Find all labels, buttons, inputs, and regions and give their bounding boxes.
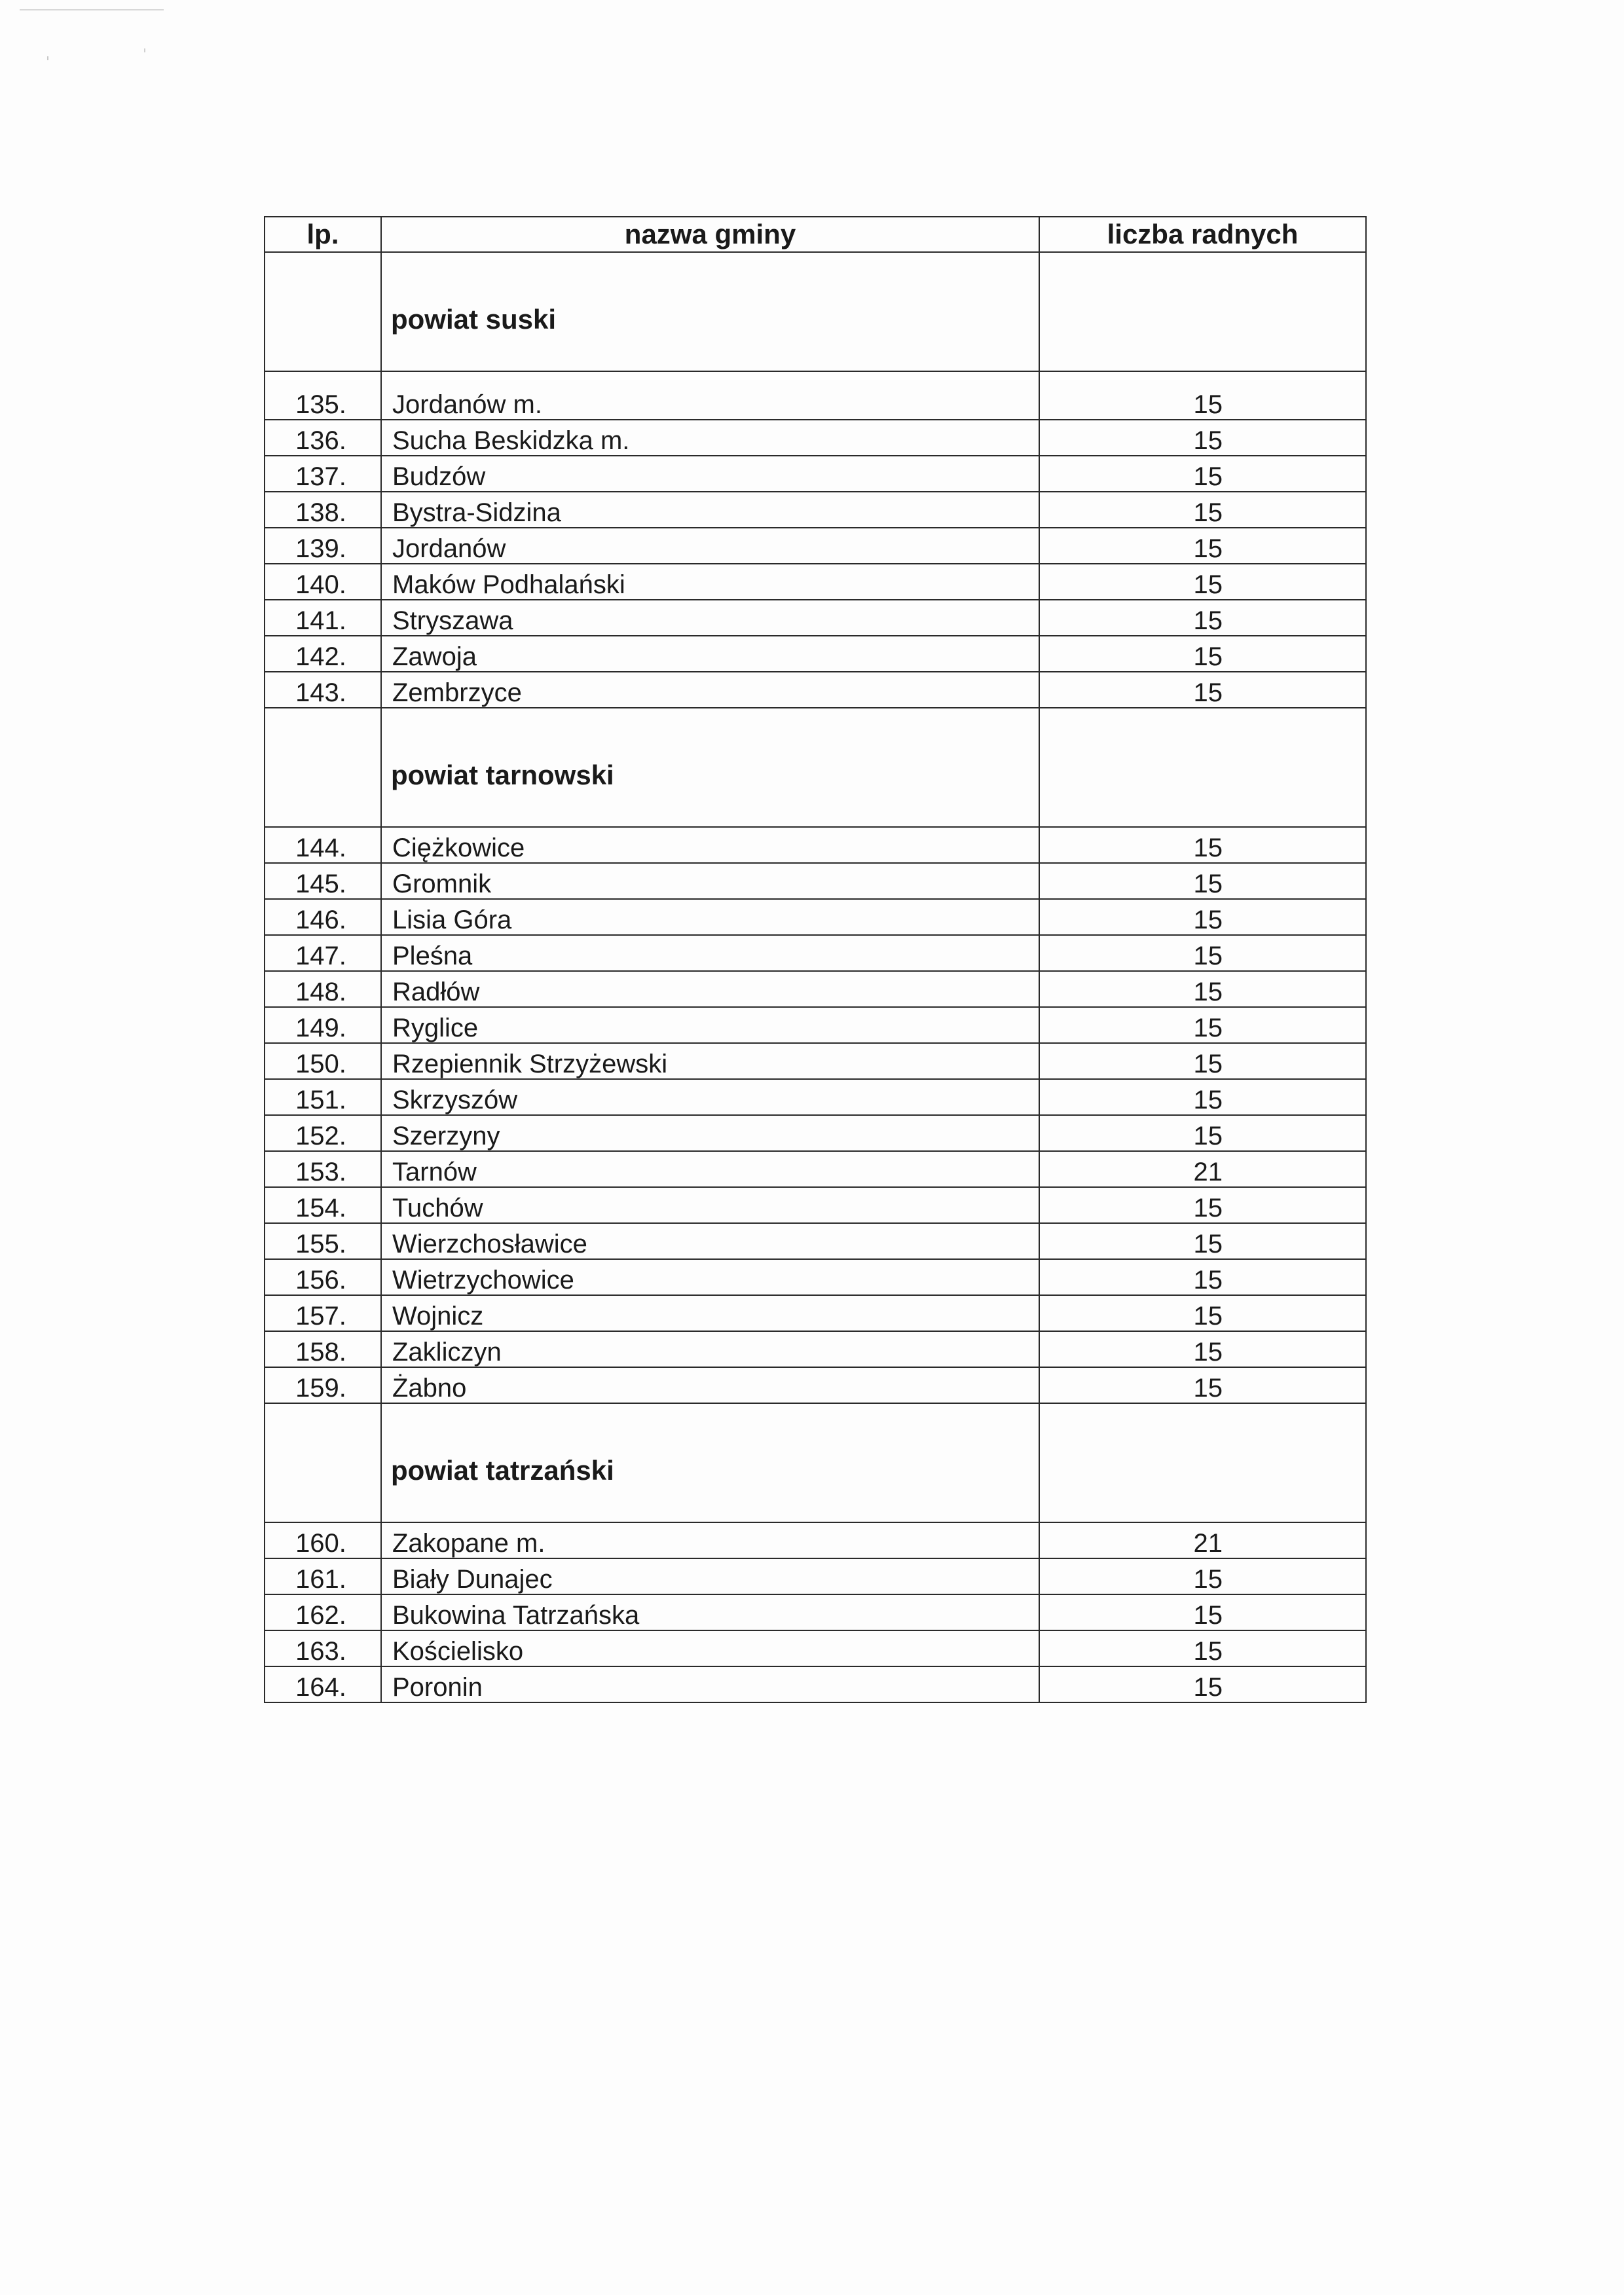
section-title: powiat suski bbox=[381, 252, 1039, 371]
row-municipality-name: Zawoja bbox=[381, 636, 1039, 672]
table-row bbox=[265, 1043, 1366, 1079]
row-councillor-count: 15 bbox=[1039, 564, 1366, 600]
row-councillor-count: 15 bbox=[1039, 371, 1366, 420]
row-lp: 164. bbox=[265, 1666, 381, 1702]
row-lp: 154. bbox=[265, 1187, 381, 1223]
row-lp: 136. bbox=[265, 420, 381, 456]
row-lp: 135. bbox=[265, 371, 381, 420]
row-lp: 153. bbox=[265, 1151, 381, 1187]
row-municipality-name: Stryszawa bbox=[381, 600, 1039, 636]
council-seats-table bbox=[264, 216, 1367, 1703]
row-councillor-count: 15 bbox=[1039, 672, 1366, 708]
row-municipality-name: Kościelisko bbox=[381, 1630, 1039, 1666]
section-row bbox=[265, 1403, 1366, 1522]
row-lp: 142. bbox=[265, 636, 381, 672]
section-title: powiat tatrzański bbox=[381, 1403, 1039, 1522]
section-count-cell bbox=[1039, 708, 1366, 827]
row-lp: 149. bbox=[265, 1007, 381, 1043]
table-row bbox=[265, 1295, 1366, 1331]
table-row bbox=[265, 1151, 1366, 1187]
row-lp: 145. bbox=[265, 863, 381, 899]
row-municipality-name: Gromnik bbox=[381, 863, 1039, 899]
row-lp: 144. bbox=[265, 827, 381, 863]
row-lp: 161. bbox=[265, 1558, 381, 1594]
table-row bbox=[265, 1367, 1366, 1403]
section-row bbox=[265, 252, 1366, 371]
row-councillor-count: 15 bbox=[1039, 1594, 1366, 1630]
row-lp: 159. bbox=[265, 1367, 381, 1403]
row-councillor-count: 15 bbox=[1039, 1079, 1366, 1115]
row-lp: 139. bbox=[265, 528, 381, 564]
row-councillor-count: 15 bbox=[1039, 492, 1366, 528]
scan-artifact bbox=[47, 56, 48, 60]
row-lp: 148. bbox=[265, 971, 381, 1007]
row-municipality-name: Żabno bbox=[381, 1367, 1039, 1403]
table-row bbox=[265, 899, 1366, 935]
row-councillor-count: 15 bbox=[1039, 1558, 1366, 1594]
row-councillor-count: 15 bbox=[1039, 1666, 1366, 1702]
section-row bbox=[265, 708, 1366, 827]
table-row bbox=[265, 1223, 1366, 1259]
section-lp-cell bbox=[265, 252, 381, 371]
row-municipality-name: Biały Dunajec bbox=[381, 1558, 1039, 1594]
row-lp: 152. bbox=[265, 1115, 381, 1151]
row-councillor-count: 15 bbox=[1039, 1115, 1366, 1151]
table-row bbox=[265, 600, 1366, 636]
table-row bbox=[265, 1115, 1366, 1151]
row-municipality-name: Ryglice bbox=[381, 1007, 1039, 1043]
row-lp: 162. bbox=[265, 1594, 381, 1630]
section-lp-cell bbox=[265, 1403, 381, 1522]
row-municipality-name: Radłów bbox=[381, 971, 1039, 1007]
row-councillor-count: 15 bbox=[1039, 1295, 1366, 1331]
row-municipality-name: Wojnicz bbox=[381, 1295, 1039, 1331]
section-title: powiat tarnowski bbox=[381, 708, 1039, 827]
row-lp: 143. bbox=[265, 672, 381, 708]
row-councillor-count: 21 bbox=[1039, 1151, 1366, 1187]
row-municipality-name: Skrzyszów bbox=[381, 1079, 1039, 1115]
row-councillor-count: 15 bbox=[1039, 1630, 1366, 1666]
row-municipality-name: Tarnów bbox=[381, 1151, 1039, 1187]
row-councillor-count: 15 bbox=[1039, 971, 1366, 1007]
row-municipality-name: Szerzyny bbox=[381, 1115, 1039, 1151]
row-municipality-name: Bystra-Sidzina bbox=[381, 492, 1039, 528]
table-row bbox=[265, 1522, 1366, 1558]
row-lp: 158. bbox=[265, 1331, 381, 1367]
row-lp: 141. bbox=[265, 600, 381, 636]
table-row bbox=[265, 1666, 1366, 1702]
row-municipality-name: Wietrzychowice bbox=[381, 1259, 1039, 1295]
header-row bbox=[265, 217, 1366, 252]
row-lp: 156. bbox=[265, 1259, 381, 1295]
section-count-cell bbox=[1039, 252, 1366, 371]
table-row bbox=[265, 1558, 1366, 1594]
row-lp: 137. bbox=[265, 456, 381, 492]
table-row bbox=[265, 1594, 1366, 1630]
table-row bbox=[265, 971, 1366, 1007]
table-row bbox=[265, 1007, 1366, 1043]
row-councillor-count: 15 bbox=[1039, 636, 1366, 672]
row-councillor-count: 15 bbox=[1039, 899, 1366, 935]
row-councillor-count: 15 bbox=[1039, 1223, 1366, 1259]
table-row bbox=[265, 492, 1366, 528]
row-lp: 140. bbox=[265, 564, 381, 600]
row-lp: 146. bbox=[265, 899, 381, 935]
row-councillor-count: 15 bbox=[1039, 528, 1366, 564]
header-lp: lp. bbox=[265, 217, 381, 252]
table-row bbox=[265, 528, 1366, 564]
row-lp: 155. bbox=[265, 1223, 381, 1259]
row-councillor-count: 15 bbox=[1039, 1007, 1366, 1043]
table-row bbox=[265, 827, 1366, 863]
row-councillor-count: 15 bbox=[1039, 935, 1366, 971]
table-row bbox=[265, 935, 1366, 971]
row-municipality-name: Zakopane m. bbox=[381, 1522, 1039, 1558]
row-municipality-name: Sucha Beskidzka m. bbox=[381, 420, 1039, 456]
table-header bbox=[265, 217, 1366, 252]
row-lp: 151. bbox=[265, 1079, 381, 1115]
table-row bbox=[265, 420, 1366, 456]
row-councillor-count: 15 bbox=[1039, 456, 1366, 492]
table-row bbox=[265, 1259, 1366, 1295]
scan-artifact bbox=[144, 48, 145, 52]
table-row bbox=[265, 564, 1366, 600]
row-councillor-count: 15 bbox=[1039, 827, 1366, 863]
row-councillor-count: 21 bbox=[1039, 1522, 1366, 1558]
row-lp: 138. bbox=[265, 492, 381, 528]
table-row bbox=[265, 1187, 1366, 1223]
table-row bbox=[265, 636, 1366, 672]
row-councillor-count: 15 bbox=[1039, 1331, 1366, 1367]
row-councillor-count: 15 bbox=[1039, 1367, 1366, 1403]
row-municipality-name: Jordanów m. bbox=[381, 371, 1039, 420]
row-lp: 160. bbox=[265, 1522, 381, 1558]
row-municipality-name: Bukowina Tatrzańska bbox=[381, 1594, 1039, 1630]
row-councillor-count: 15 bbox=[1039, 600, 1366, 636]
section-count-cell bbox=[1039, 1403, 1366, 1522]
table-row bbox=[265, 672, 1366, 708]
row-municipality-name: Rzepiennik Strzyżewski bbox=[381, 1043, 1039, 1079]
row-lp: 147. bbox=[265, 935, 381, 971]
row-municipality-name: Budzów bbox=[381, 456, 1039, 492]
row-municipality-name: Ciężkowice bbox=[381, 827, 1039, 863]
table-body bbox=[265, 252, 1366, 1702]
row-councillor-count: 15 bbox=[1039, 1043, 1366, 1079]
row-municipality-name: Jordanów bbox=[381, 528, 1039, 564]
section-lp-cell bbox=[265, 708, 381, 827]
row-municipality-name: Zakliczyn bbox=[381, 1331, 1039, 1367]
row-lp: 157. bbox=[265, 1295, 381, 1331]
table-row bbox=[265, 1331, 1366, 1367]
header-councillor-count: liczba radnych bbox=[1039, 217, 1366, 252]
row-municipality-name: Tuchów bbox=[381, 1187, 1039, 1223]
row-municipality-name: Maków Podhalański bbox=[381, 564, 1039, 600]
row-municipality-name: Pleśna bbox=[381, 935, 1039, 971]
row-councillor-count: 15 bbox=[1039, 863, 1366, 899]
row-municipality-name: Poronin bbox=[381, 1666, 1039, 1702]
header-municipality-name: nazwa gminy bbox=[381, 217, 1039, 252]
row-councillor-count: 15 bbox=[1039, 1187, 1366, 1223]
row-municipality-name: Lisia Góra bbox=[381, 899, 1039, 935]
table-row bbox=[265, 456, 1366, 492]
table-row bbox=[265, 371, 1366, 420]
table-row bbox=[265, 1630, 1366, 1666]
row-lp: 150. bbox=[265, 1043, 381, 1079]
table-row bbox=[265, 863, 1366, 899]
row-councillor-count: 15 bbox=[1039, 1259, 1366, 1295]
table-row bbox=[265, 1079, 1366, 1115]
row-municipality-name: Wierzchosławice bbox=[381, 1223, 1039, 1259]
row-municipality-name: Zembrzyce bbox=[381, 672, 1039, 708]
scan-artifact bbox=[20, 9, 164, 10]
row-lp: 163. bbox=[265, 1630, 381, 1666]
row-councillor-count: 15 bbox=[1039, 420, 1366, 456]
